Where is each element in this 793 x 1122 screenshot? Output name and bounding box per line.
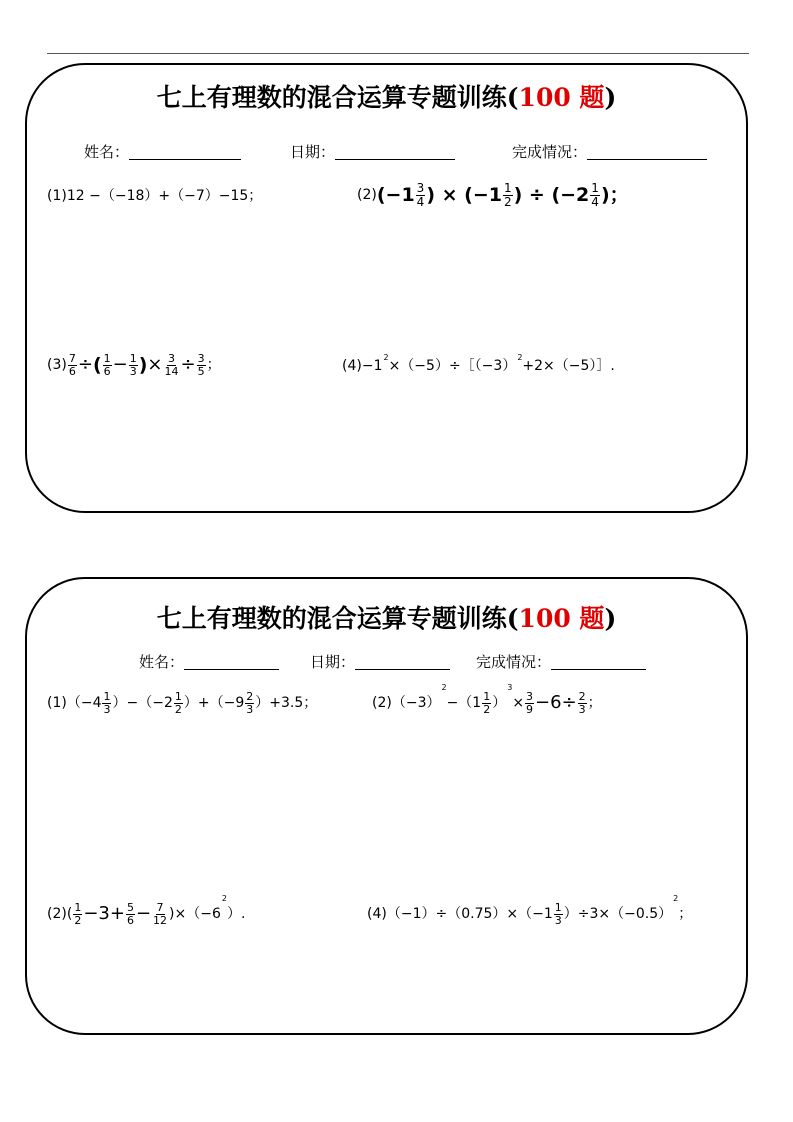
problem-count: 100 题 <box>518 604 605 633</box>
problem-count: 100 题 <box>518 83 605 112</box>
name-field[interactable] <box>139 653 279 671</box>
status-label: 完成情况： <box>476 653 552 671</box>
problem-4: (4) （−1）÷（0.75）×（−1 $\frac{1}{3}$ ）÷3×（−0.5） 2 ； <box>367 894 693 927</box>
date-label: 日期： <box>310 653 356 671</box>
problem-1: (1) （−4 $\frac{1}{3}$ ）−（−2 $\frac{1}{2}$ ）+（−9 $\frac{2}{3}$ ）+3.5； <box>47 689 318 716</box>
name-field[interactable] <box>84 143 241 161</box>
top-rule <box>47 53 749 54</box>
problem-1: (1) 12 −（−18）+（−7）−15； <box>47 188 263 204</box>
date-field[interactable] <box>310 653 450 671</box>
problem-2: (2) (−1 $\frac{3}{4}$ ) × (−1 $\frac{1}{2}$ ) ÷ (−2 $\frac{1}{4}$ )； <box>357 180 629 209</box>
worksheet-title: 七上有理数的混合运算专题训练(100 题) <box>156 604 617 633</box>
name-label: 姓名： <box>84 143 130 161</box>
name-label: 姓名： <box>139 653 185 671</box>
worksheet-card-1 <box>25 63 748 513</box>
date-label: 日期： <box>290 143 336 161</box>
problem-4: (4) −1 2 ×（−5）÷［（−3） 2 +2×（−5）］. <box>342 353 615 374</box>
date-field[interactable] <box>290 143 455 161</box>
problem-3: (2) ( $\frac{1}{2}$ −3+ $\frac{5}{6}$ − $\frac{7}{12}$ )×（−6 2 ）. <box>47 894 246 927</box>
problem-2: (2) （−3） 2 −（1 $\frac{1}{2}$ ） 3 × $\frac{3}{9}$ −6÷ $\frac{2}{3}$ ； <box>372 683 602 716</box>
problem-3: (3) $\frac{7}{6}$ ÷ ( $\frac{1}{6}$ − $\frac{1}{3}$ ) × $\frac{3}{14}$ ÷ $\frac{3}{5}$ ； <box>47 351 221 378</box>
status-field[interactable] <box>476 653 646 671</box>
status-label: 完成情况： <box>512 143 588 161</box>
status-field[interactable] <box>512 143 707 161</box>
worksheet-title: 七上有理数的混合运算专题训练(100 题) <box>156 83 617 112</box>
worksheet-card-2 <box>25 577 748 1035</box>
